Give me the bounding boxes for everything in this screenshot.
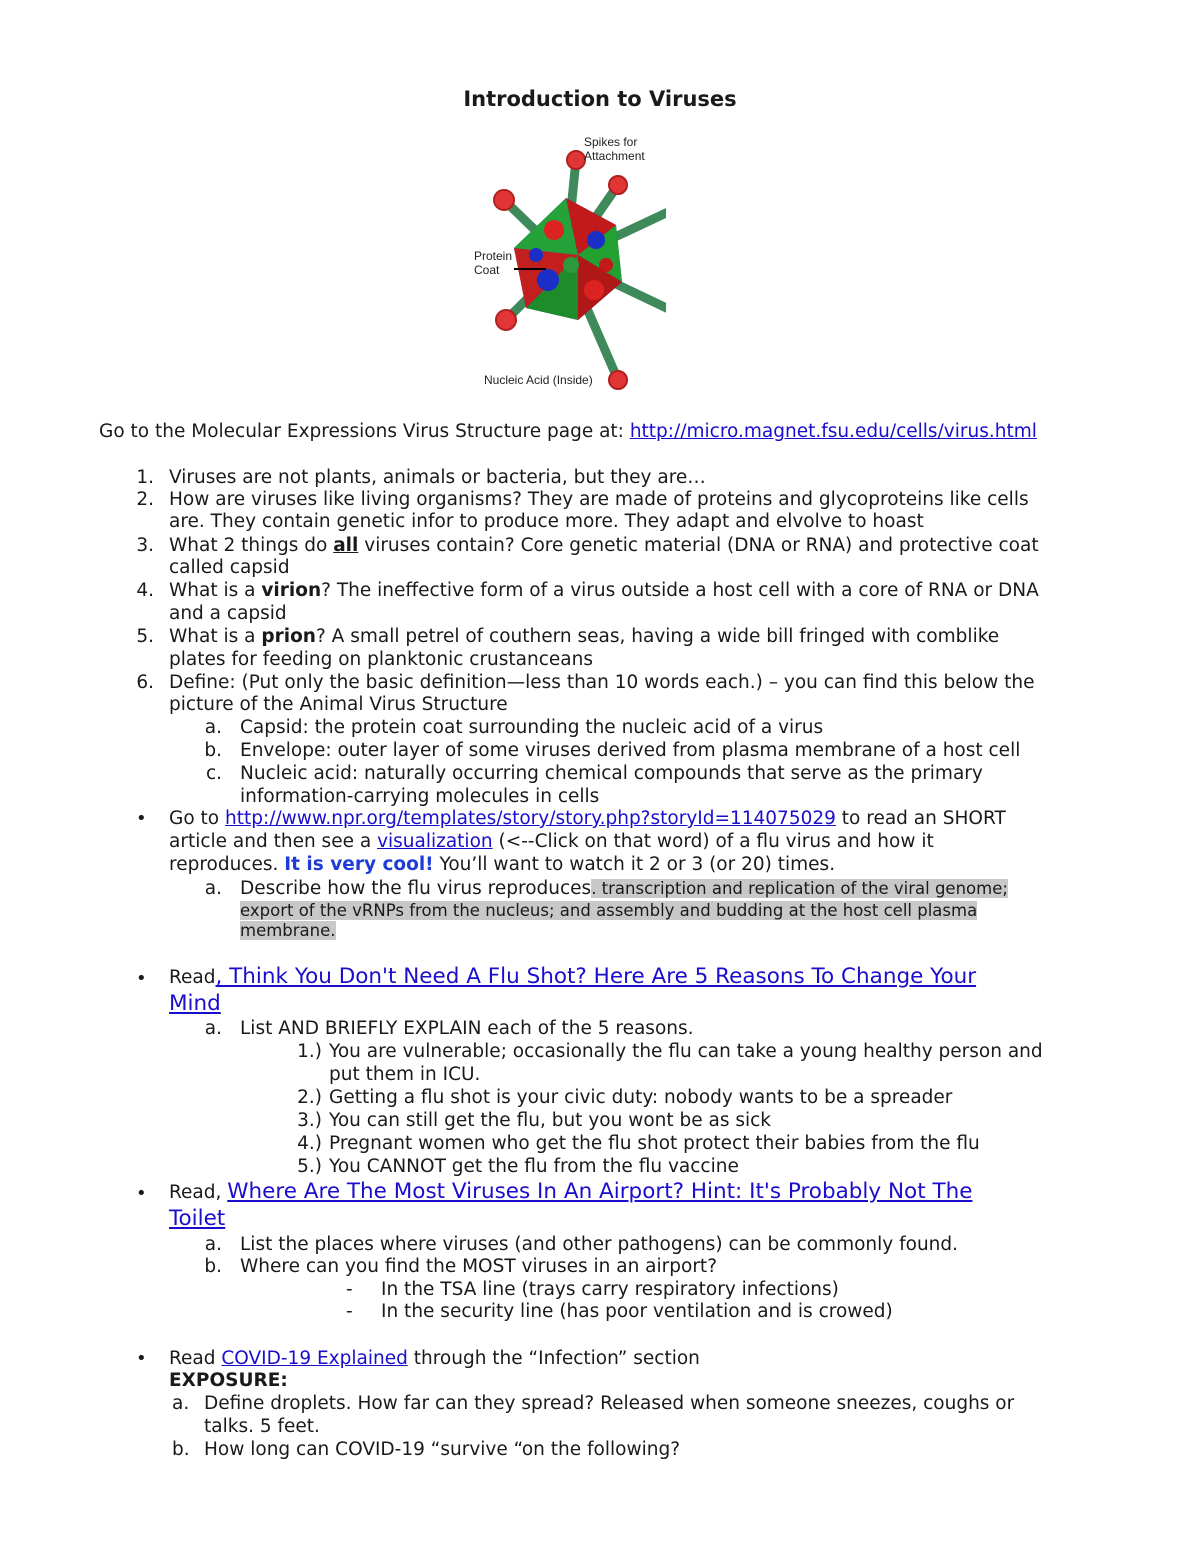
flushot-a-text: List AND BRIEFLY EXPLAIN each of the 5 reasons.: [240, 1018, 694, 1039]
reason-3-text: You can still get the flu, but you wont be as sick: [329, 1110, 772, 1131]
page-title: Introduction to Viruses: [463, 87, 737, 111]
npr-a-answer-3: membrane.: [240, 921, 336, 940]
npr-a-question: Describe how the flu virus reproduces: [240, 878, 592, 899]
q3-bold: all: [333, 535, 359, 556]
airport-a-text: List the places where viruses (and other pathogens) can be commonly found.: [240, 1234, 959, 1255]
flushot-link-cont[interactable]: Mind: [169, 991, 221, 1016]
q5-line2: plates for feeding on planktonic crustanceans: [169, 649, 593, 670]
label-spikes-1: Spikes for: [584, 135, 638, 149]
intro-line: [99, 421, 1037, 443]
covid-after: through the “Infection” section: [407, 1348, 700, 1369]
intro-text: Go to the Molecular Expressions Virus Structure page at:: [99, 421, 630, 442]
q1-text: Viruses are not plants, animals or bacteria, but they are…: [169, 467, 706, 488]
q6-line1: Define: (Put only the basic definition—less than 10 words each.) – you can find this below the: [169, 672, 1035, 693]
q1-number: 1.: [136, 467, 154, 488]
q5-bold: prion: [261, 626, 316, 647]
npr-line3: [169, 854, 835, 876]
reason-4-number: 4.): [297, 1133, 322, 1154]
airport-link[interactable]: Where Are The Most Viruses In An Airport? Hint: It's Probably Not The: [227, 1179, 973, 1204]
q4-line2: and a capsid: [169, 603, 287, 624]
label-protein-1: Protein: [474, 249, 513, 263]
npr-a-answer-1: . transcription and replication of the viral genome;: [591, 879, 1008, 898]
covid-line1: [169, 1348, 700, 1370]
very-cool-text: It is very cool!: [284, 854, 434, 875]
npr-goto: Go to: [169, 808, 225, 829]
reason-2-text: Getting a flu shot is your civic duty: nobody wants to be a spreader: [329, 1087, 953, 1108]
airport-line2: [169, 1208, 225, 1231]
covid-a-line2: talks. 5 feet.: [204, 1416, 320, 1437]
q5-number: 5.: [136, 626, 154, 647]
q4-post: ? The ineffective form of a virus outside a host cell with a core of RNA or DNA: [321, 580, 1039, 601]
reason-5-text: You CANNOT get the flu from the flu vaccine: [329, 1156, 739, 1177]
npr-after: to read an SHORT: [835, 808, 1006, 829]
covid-b-text: How long can COVID-19 “survive “on the following?: [204, 1439, 681, 1460]
reason-1-cont: put them in ICU.: [329, 1064, 481, 1085]
virus-page-link[interactable]: http://micro.magnet.fsu.edu/cells/virus.html: [629, 421, 1037, 442]
airport-b-text: Where can you find the MOST viruses in an airport?: [240, 1256, 718, 1277]
reason-1-number: 1.): [297, 1041, 322, 1062]
npr-a-letter: a.: [204, 878, 222, 899]
npr-a-line2: [240, 900, 977, 922]
covid-b-letter: b.: [172, 1439, 190, 1460]
reason-1-text: You are vulnerable; occasionally the flu can take a young healthy person and: [329, 1041, 1043, 1062]
airport-dash-1: -: [346, 1279, 353, 1300]
flushot-line1: [169, 966, 976, 989]
flushot-line2: [169, 993, 221, 1016]
bullet-covid: •: [136, 1348, 147, 1369]
reason-5-number: 5.): [297, 1156, 322, 1177]
flushot-read: Read: [169, 967, 216, 988]
label-protein-2: Coat: [474, 263, 500, 277]
q3-pre: What 2 things do: [169, 535, 334, 556]
reason-3-number: 3.): [297, 1110, 322, 1131]
q6c-letter: c.: [205, 763, 222, 784]
npr-line3-post: You’ll want to watch it 2 or 3 (or 20) times.: [433, 854, 836, 875]
npr-line3-pre: reproduces.: [169, 854, 285, 875]
covid-a-letter: a.: [172, 1393, 190, 1414]
npr-line2-post: (<--Click on that word) of a flu virus and how it: [492, 831, 934, 852]
airport-a-letter: a.: [204, 1234, 222, 1255]
airport-answer-2: In the security line (has poor ventilation and is crowed): [381, 1301, 893, 1322]
npr-line2-pre: article and then see a: [169, 831, 378, 852]
q6a-letter: a.: [204, 717, 222, 738]
q4-line1: [169, 580, 1039, 602]
npr-article-link[interactable]: http://www.npr.org/templates/story/story.php?storyId=114075029: [225, 808, 836, 829]
npr-a-answer-2: export of the vRNPs from the nucleus; and assembly and budding at the host cell plasma: [240, 901, 978, 920]
q3-post: viruses contain? Core genetic material (DNA or RNA) and protective coat: [358, 535, 1039, 556]
q6c-line1: Nucleic acid: naturally occurring chemical compounds that serve as the primary: [240, 763, 983, 784]
q5-line1: [169, 626, 999, 648]
reason-4-text: Pregnant women who get the flu shot protect their babies from the flu: [329, 1133, 980, 1154]
covid-a-line1: Define droplets. How far can they spread? Released when someone sneezes, coughs or: [204, 1393, 1015, 1414]
bullet-npr: •: [136, 808, 147, 829]
q6-line2: picture of the Animal Virus Structure: [169, 694, 508, 715]
npr-line2: [169, 831, 934, 853]
airport-answer-1: In the TSA line (trays carry respiratory infections): [381, 1279, 839, 1300]
airport-line1: [169, 1181, 972, 1204]
q6c-line2: information-carrying molecules in cells: [240, 786, 600, 807]
q4-pre: What is a: [169, 580, 262, 601]
airport-dash-2: -: [346, 1301, 353, 1322]
flushot-link[interactable]: , Think You Don't Need A Flu Shot? Here Are 5 Reasons To Change Your: [215, 964, 977, 989]
reason-2-number: 2.): [297, 1087, 322, 1108]
q4-number: 4.: [136, 580, 154, 601]
q4-bold: virion: [261, 580, 322, 601]
protein-coat: [514, 198, 622, 320]
airport-b-letter: b.: [204, 1256, 222, 1277]
covid-read: Read: [169, 1348, 222, 1369]
q2-line1: How are viruses like living organisms? They are made of proteins and glycoproteins like cells: [169, 489, 1029, 510]
q3-number: 3.: [136, 535, 154, 556]
q3-line2: called capsid: [169, 557, 290, 578]
q5-pre: What is a: [169, 626, 262, 647]
visualization-link[interactable]: visualization: [377, 831, 493, 852]
npr-a-line1: [240, 878, 1008, 900]
airport-read: Read,: [169, 1182, 228, 1203]
label-nucleic-acid: Nucleic Acid (Inside): [484, 373, 593, 387]
q2-number: 2.: [136, 489, 154, 510]
q6b-letter: b.: [204, 740, 222, 761]
virus-structure-figure: [466, 130, 666, 392]
covid-explained-link[interactable]: COVID-19 Explained: [221, 1348, 408, 1369]
q5-post: ? A small petrel of couthern seas, having a wide bill fringed with comblike: [315, 626, 1000, 647]
flushot-a-letter: a.: [204, 1018, 222, 1039]
q6-number: 6.: [136, 672, 154, 693]
bullet-airport: •: [136, 1183, 147, 1204]
label-spikes-2: Attachment: [584, 149, 645, 163]
exposure-heading: EXPOSURE:: [169, 1370, 288, 1391]
q6a-text: Capsid: the protein coat surrounding the nucleic acid of a virus: [240, 717, 824, 738]
q3-line1: [169, 535, 1039, 557]
npr-line1: [169, 808, 1006, 830]
npr-a-line3: [240, 920, 336, 942]
q6b-text: Envelope: outer layer of some viruses derived from plasma membrane of a host cell: [240, 740, 1021, 761]
airport-link-cont[interactable]: Toilet: [169, 1206, 226, 1231]
q2-line2: are. They contain genetic infor to produce more. They adapt and elvolve to hoast: [169, 511, 924, 532]
bullet-flushot: •: [136, 968, 147, 989]
